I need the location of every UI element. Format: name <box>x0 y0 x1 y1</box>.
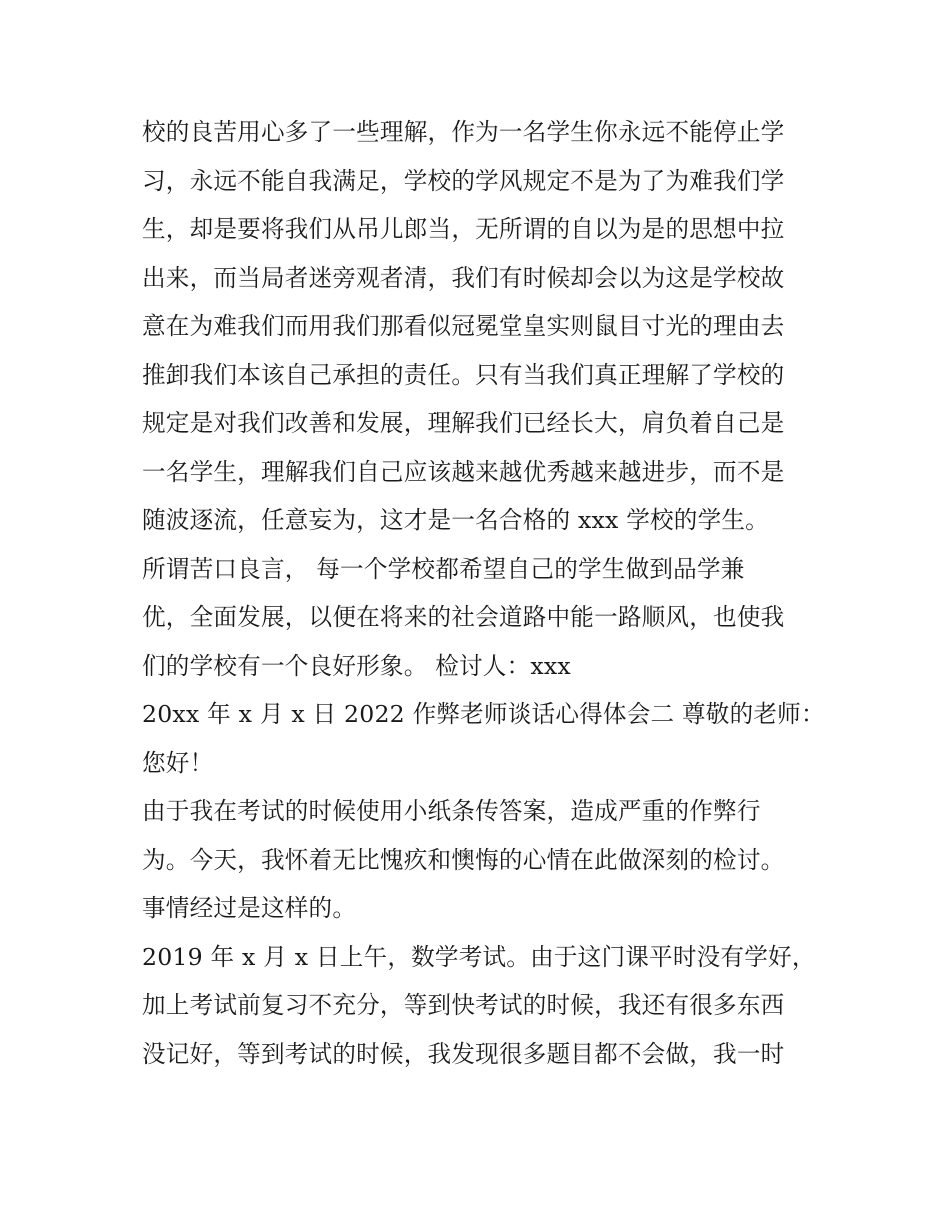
text-line: 加上考试前复习不充分，等到快考试的时候，我还有很多东西 <box>142 991 785 1019</box>
text-line: 出来，而当局者迷旁观者清，我们有时候却会以为这是学校故 <box>142 263 785 292</box>
text-line: 校的良苦用心多了一些理解，作为一名学生你永远不能停止学 <box>142 118 785 146</box>
text-line: 由于我在考试的时候使用小纸条传答案，造成严重的作弊行 <box>142 797 761 825</box>
text-line: 生，却是要将我们从吊儿郎当，无所谓的自以为是的思想中拉 <box>142 215 785 243</box>
document-body <box>142 108 825 1078</box>
text-line: 规定是对我们改善和发展，理解我们已经长大，肩负着自己是 <box>142 409 785 437</box>
text-line: 们的学校有一个良好形象。 检讨人：xxx <box>142 651 571 680</box>
text-line: 您好！ <box>142 748 214 777</box>
text-line: 一名学生，理解我们自己应该越来越优秀越来越进步，而不是 <box>142 457 785 486</box>
text-line: 20xx 年 x 月 x 日 2022 作弊老师谈话心得体会二 尊敬的老师： <box>142 700 825 728</box>
text-line: 随波逐流，任意妄为，这才是一名合格的 xxx 学校的学生。 <box>142 506 769 534</box>
text-line: 2019 年 x 月 x 日上午，数学考试。由于这门课平时没有学好， <box>142 942 816 971</box>
text-line: 推卸我们本该自己承担的责任。只有当我们真正理解了学校的 <box>142 360 785 389</box>
text-line: 没记好，等到考试的时候，我发现很多题目都不会做，我一时 <box>142 1039 785 1068</box>
text-line: 事情经过是这样的。 <box>142 894 357 922</box>
text-line: 意在为难我们而用我们那看似冠冕堂皇实则鼠目寸光的理由去 <box>142 312 785 340</box>
text-line: 所谓苦口良言， 每一个学校都希望自己的学生做到品学兼 <box>142 554 745 583</box>
text-line: 为。今天，我怀着无比愧疚和懊悔的心情在此做深刻的检讨。 <box>142 845 785 874</box>
text-line: 习，永远不能自我满足，学校的学风规定不是为了为难我们学 <box>142 166 785 195</box>
text-line: 优，全面发展，以便在将来的社会道路中能一路顺风，也使我 <box>142 603 785 631</box>
